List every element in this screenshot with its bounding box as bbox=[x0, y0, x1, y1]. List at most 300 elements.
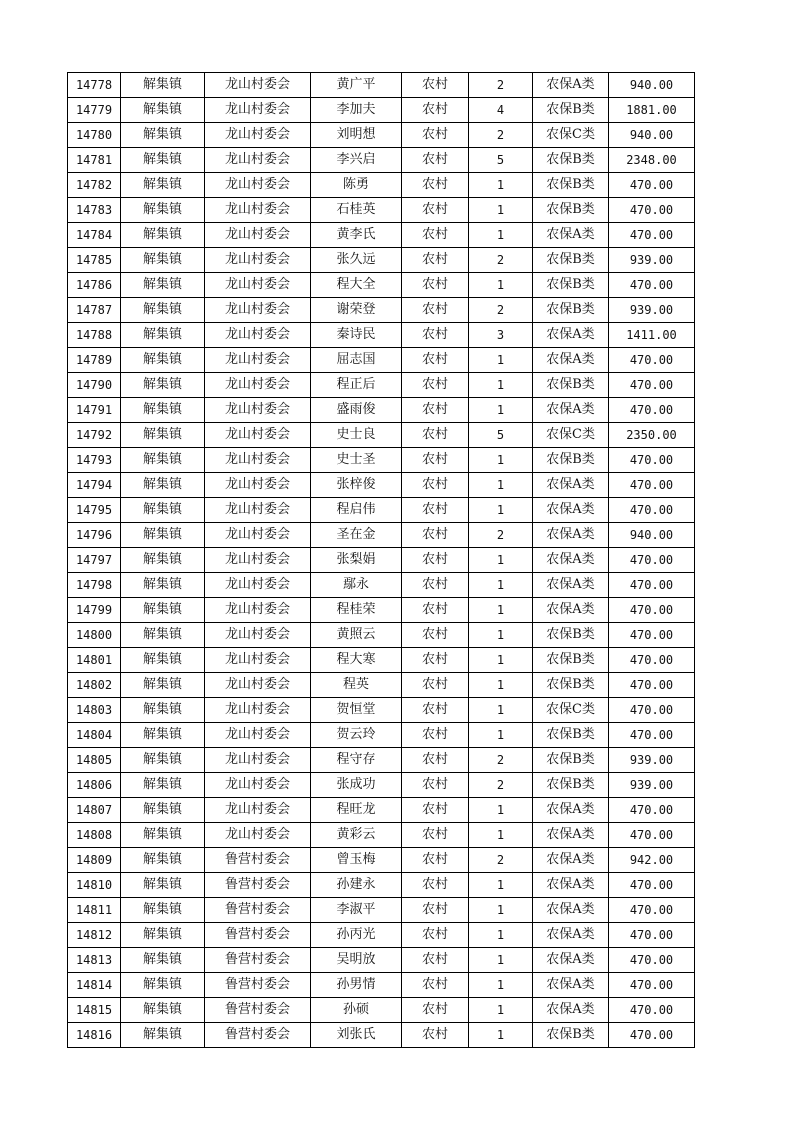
insurance-category-cell: 农保B类 bbox=[533, 173, 609, 198]
record-id-cell: 14799 bbox=[68, 598, 121, 623]
table-row bbox=[68, 298, 695, 323]
record-id-cell: 14789 bbox=[68, 348, 121, 373]
resident-name-cell: 程英 bbox=[311, 673, 402, 698]
town-cell: 解集镇 bbox=[121, 223, 205, 248]
insurance-category-cell: 农保A类 bbox=[533, 548, 609, 573]
village-committee-cell: 鲁营村委会 bbox=[205, 898, 311, 923]
amount-cell: 470.00 bbox=[609, 723, 695, 748]
household-type-cell: 农村 bbox=[402, 398, 469, 423]
village-committee-cell: 龙山村委会 bbox=[205, 573, 311, 598]
amount-cell: 939.00 bbox=[609, 773, 695, 798]
record-id-cell: 14794 bbox=[68, 473, 121, 498]
person-count-cell: 3 bbox=[469, 323, 533, 348]
insurance-category-cell: 农保A类 bbox=[533, 498, 609, 523]
insurance-category-cell: 农保A类 bbox=[533, 873, 609, 898]
insurance-category-cell: 农保B类 bbox=[533, 373, 609, 398]
amount-cell: 470.00 bbox=[609, 598, 695, 623]
resident-name-cell: 张梨娟 bbox=[311, 548, 402, 573]
record-id-cell: 14816 bbox=[68, 1023, 121, 1048]
table-row bbox=[68, 173, 695, 198]
record-id-cell: 14781 bbox=[68, 148, 121, 173]
person-count-cell: 1 bbox=[469, 973, 533, 998]
table-row bbox=[68, 698, 695, 723]
record-id-cell: 14797 bbox=[68, 548, 121, 573]
resident-name-cell: 曾玉梅 bbox=[311, 848, 402, 873]
person-count-cell: 2 bbox=[469, 248, 533, 273]
table-row bbox=[68, 373, 695, 398]
resident-name-cell: 李加夫 bbox=[311, 98, 402, 123]
amount-cell: 2350.00 bbox=[609, 423, 695, 448]
person-count-cell: 1 bbox=[469, 198, 533, 223]
amount-cell: 470.00 bbox=[609, 273, 695, 298]
household-type-cell: 农村 bbox=[402, 648, 469, 673]
village-committee-cell: 龙山村委会 bbox=[205, 148, 311, 173]
record-id-cell: 14786 bbox=[68, 273, 121, 298]
town-cell: 解集镇 bbox=[121, 823, 205, 848]
town-cell: 解集镇 bbox=[121, 873, 205, 898]
village-committee-cell: 龙山村委会 bbox=[205, 173, 311, 198]
amount-cell: 470.00 bbox=[609, 923, 695, 948]
record-id-cell: 14814 bbox=[68, 973, 121, 998]
household-type-cell: 农村 bbox=[402, 173, 469, 198]
household-type-cell: 农村 bbox=[402, 373, 469, 398]
household-type-cell: 农村 bbox=[402, 523, 469, 548]
amount-cell: 470.00 bbox=[609, 648, 695, 673]
household-type-cell: 农村 bbox=[402, 73, 469, 98]
insurance-category-cell: 农保A类 bbox=[533, 323, 609, 348]
village-committee-cell: 龙山村委会 bbox=[205, 598, 311, 623]
resident-name-cell: 孙硕 bbox=[311, 998, 402, 1023]
household-type-cell: 农村 bbox=[402, 623, 469, 648]
person-count-cell: 1 bbox=[469, 373, 533, 398]
insurance-category-cell: 农保A类 bbox=[533, 848, 609, 873]
insurance-category-cell: 农保C类 bbox=[533, 423, 609, 448]
record-id-cell: 14792 bbox=[68, 423, 121, 448]
village-committee-cell: 龙山村委会 bbox=[205, 198, 311, 223]
household-type-cell: 农村 bbox=[402, 873, 469, 898]
resident-name-cell: 张成功 bbox=[311, 773, 402, 798]
village-committee-cell: 龙山村委会 bbox=[205, 248, 311, 273]
household-type-cell: 农村 bbox=[402, 273, 469, 298]
record-id-cell: 14801 bbox=[68, 648, 121, 673]
amount-cell: 470.00 bbox=[609, 873, 695, 898]
town-cell: 解集镇 bbox=[121, 448, 205, 473]
record-id-cell: 14804 bbox=[68, 723, 121, 748]
insurance-category-cell: 农保B类 bbox=[533, 748, 609, 773]
amount-cell: 940.00 bbox=[609, 523, 695, 548]
table-row bbox=[68, 648, 695, 673]
village-committee-cell: 龙山村委会 bbox=[205, 623, 311, 648]
insurance-category-cell: 农保A类 bbox=[533, 948, 609, 973]
village-committee-cell: 龙山村委会 bbox=[205, 273, 311, 298]
table-row bbox=[68, 923, 695, 948]
resident-name-cell: 盛雨俊 bbox=[311, 398, 402, 423]
town-cell: 解集镇 bbox=[121, 1023, 205, 1048]
record-id-cell: 14812 bbox=[68, 923, 121, 948]
record-id-cell: 14782 bbox=[68, 173, 121, 198]
resident-name-cell: 黄李氏 bbox=[311, 223, 402, 248]
insurance-category-cell: 农保B类 bbox=[533, 623, 609, 648]
insurance-category-cell: 农保A类 bbox=[533, 923, 609, 948]
record-id-cell: 14796 bbox=[68, 523, 121, 548]
household-type-cell: 农村 bbox=[402, 973, 469, 998]
table-row bbox=[68, 248, 695, 273]
village-committee-cell: 龙山村委会 bbox=[205, 73, 311, 98]
table-row bbox=[68, 673, 695, 698]
amount-cell: 470.00 bbox=[609, 398, 695, 423]
person-count-cell: 2 bbox=[469, 123, 533, 148]
amount-cell: 940.00 bbox=[609, 123, 695, 148]
town-cell: 解集镇 bbox=[121, 173, 205, 198]
amount-cell: 470.00 bbox=[609, 673, 695, 698]
amount-cell: 470.00 bbox=[609, 448, 695, 473]
person-count-cell: 1 bbox=[469, 1023, 533, 1048]
resident-name-cell: 石桂英 bbox=[311, 198, 402, 223]
resident-name-cell: 黄广平 bbox=[311, 73, 402, 98]
person-count-cell: 2 bbox=[469, 748, 533, 773]
town-cell: 解集镇 bbox=[121, 923, 205, 948]
town-cell: 解集镇 bbox=[121, 948, 205, 973]
village-committee-cell: 龙山村委会 bbox=[205, 348, 311, 373]
amount-cell: 470.00 bbox=[609, 173, 695, 198]
person-count-cell: 1 bbox=[469, 998, 533, 1023]
table-row bbox=[68, 823, 695, 848]
table-row bbox=[68, 1023, 695, 1048]
amount-cell: 470.00 bbox=[609, 198, 695, 223]
person-count-cell: 1 bbox=[469, 698, 533, 723]
town-cell: 解集镇 bbox=[121, 898, 205, 923]
village-committee-cell: 龙山村委会 bbox=[205, 548, 311, 573]
resident-name-cell: 鄢永 bbox=[311, 573, 402, 598]
town-cell: 解集镇 bbox=[121, 423, 205, 448]
town-cell: 解集镇 bbox=[121, 748, 205, 773]
record-id-cell: 14798 bbox=[68, 573, 121, 598]
insurance-category-cell: 农保C类 bbox=[533, 123, 609, 148]
town-cell: 解集镇 bbox=[121, 498, 205, 523]
household-type-cell: 农村 bbox=[402, 998, 469, 1023]
household-type-cell: 农村 bbox=[402, 798, 469, 823]
town-cell: 解集镇 bbox=[121, 198, 205, 223]
town-cell: 解集镇 bbox=[121, 523, 205, 548]
amount-cell: 470.00 bbox=[609, 548, 695, 573]
household-type-cell: 农村 bbox=[402, 773, 469, 798]
insurance-category-cell: 农保B类 bbox=[533, 448, 609, 473]
household-type-cell: 农村 bbox=[402, 698, 469, 723]
household-type-cell: 农村 bbox=[402, 898, 469, 923]
household-type-cell: 农村 bbox=[402, 548, 469, 573]
record-id-cell: 14784 bbox=[68, 223, 121, 248]
person-count-cell: 1 bbox=[469, 923, 533, 948]
resident-name-cell: 贺恒堂 bbox=[311, 698, 402, 723]
insurance-category-cell: 农保A类 bbox=[533, 523, 609, 548]
amount-cell: 470.00 bbox=[609, 698, 695, 723]
table-row bbox=[68, 273, 695, 298]
insurance-category-cell: 农保B类 bbox=[533, 673, 609, 698]
amount-cell: 470.00 bbox=[609, 948, 695, 973]
table-row bbox=[68, 148, 695, 173]
town-cell: 解集镇 bbox=[121, 798, 205, 823]
person-count-cell: 1 bbox=[469, 273, 533, 298]
record-id-cell: 14778 bbox=[68, 73, 121, 98]
household-type-cell: 农村 bbox=[402, 473, 469, 498]
record-id-cell: 14779 bbox=[68, 98, 121, 123]
village-committee-cell: 鲁营村委会 bbox=[205, 998, 311, 1023]
resident-name-cell: 程桂荣 bbox=[311, 598, 402, 623]
record-id-cell: 14802 bbox=[68, 673, 121, 698]
amount-cell: 470.00 bbox=[609, 348, 695, 373]
town-cell: 解集镇 bbox=[121, 723, 205, 748]
town-cell: 解集镇 bbox=[121, 598, 205, 623]
household-type-cell: 农村 bbox=[402, 723, 469, 748]
table-row bbox=[68, 223, 695, 248]
village-committee-cell: 龙山村委会 bbox=[205, 423, 311, 448]
table-row bbox=[68, 348, 695, 373]
resident-name-cell: 程旺龙 bbox=[311, 798, 402, 823]
household-type-cell: 农村 bbox=[402, 673, 469, 698]
table-row bbox=[68, 873, 695, 898]
record-id-cell: 14809 bbox=[68, 848, 121, 873]
table-row bbox=[68, 773, 695, 798]
record-id-cell: 14785 bbox=[68, 248, 121, 273]
household-type-cell: 农村 bbox=[402, 923, 469, 948]
village-committee-cell: 鲁营村委会 bbox=[205, 923, 311, 948]
roster-table bbox=[67, 72, 695, 1048]
household-type-cell: 农村 bbox=[402, 448, 469, 473]
town-cell: 解集镇 bbox=[121, 98, 205, 123]
person-count-cell: 1 bbox=[469, 898, 533, 923]
village-committee-cell: 龙山村委会 bbox=[205, 748, 311, 773]
town-cell: 解集镇 bbox=[121, 273, 205, 298]
insurance-category-cell: 农保A类 bbox=[533, 473, 609, 498]
resident-name-cell: 李兴启 bbox=[311, 148, 402, 173]
resident-name-cell: 屈志国 bbox=[311, 348, 402, 373]
person-count-cell: 1 bbox=[469, 348, 533, 373]
record-id-cell: 14806 bbox=[68, 773, 121, 798]
amount-cell: 470.00 bbox=[609, 998, 695, 1023]
amount-cell: 470.00 bbox=[609, 823, 695, 848]
town-cell: 解集镇 bbox=[121, 248, 205, 273]
amount-cell: 470.00 bbox=[609, 573, 695, 598]
insurance-category-cell: 农保A类 bbox=[533, 898, 609, 923]
town-cell: 解集镇 bbox=[121, 648, 205, 673]
village-committee-cell: 龙山村委会 bbox=[205, 698, 311, 723]
table-row bbox=[68, 473, 695, 498]
record-id-cell: 14783 bbox=[68, 198, 121, 223]
person-count-cell: 1 bbox=[469, 823, 533, 848]
table-row bbox=[68, 423, 695, 448]
village-committee-cell: 鲁营村委会 bbox=[205, 1023, 311, 1048]
insurance-category-cell: 农保A类 bbox=[533, 223, 609, 248]
table-row bbox=[68, 523, 695, 548]
household-type-cell: 农村 bbox=[402, 423, 469, 448]
resident-name-cell: 李淑平 bbox=[311, 898, 402, 923]
resident-name-cell: 程大全 bbox=[311, 273, 402, 298]
household-type-cell: 农村 bbox=[402, 223, 469, 248]
household-type-cell: 农村 bbox=[402, 298, 469, 323]
household-type-cell: 农村 bbox=[402, 498, 469, 523]
village-committee-cell: 龙山村委会 bbox=[205, 448, 311, 473]
town-cell: 解集镇 bbox=[121, 548, 205, 573]
insurance-category-cell: 农保A类 bbox=[533, 798, 609, 823]
town-cell: 解集镇 bbox=[121, 473, 205, 498]
amount-cell: 942.00 bbox=[609, 848, 695, 873]
record-id-cell: 14805 bbox=[68, 748, 121, 773]
town-cell: 解集镇 bbox=[121, 123, 205, 148]
table-row bbox=[68, 898, 695, 923]
person-count-cell: 1 bbox=[469, 798, 533, 823]
insurance-category-cell: 农保A类 bbox=[533, 973, 609, 998]
record-id-cell: 14807 bbox=[68, 798, 121, 823]
town-cell: 解集镇 bbox=[121, 73, 205, 98]
person-count-cell: 1 bbox=[469, 548, 533, 573]
amount-cell: 1411.00 bbox=[609, 323, 695, 348]
household-type-cell: 农村 bbox=[402, 248, 469, 273]
village-committee-cell: 龙山村委会 bbox=[205, 673, 311, 698]
person-count-cell: 1 bbox=[469, 573, 533, 598]
insurance-category-cell: 农保B类 bbox=[533, 248, 609, 273]
resident-name-cell: 张久远 bbox=[311, 248, 402, 273]
insurance-category-cell: 农保C类 bbox=[533, 698, 609, 723]
table-row bbox=[68, 323, 695, 348]
insurance-category-cell: 农保A类 bbox=[533, 573, 609, 598]
person-count-cell: 5 bbox=[469, 148, 533, 173]
person-count-cell: 1 bbox=[469, 648, 533, 673]
village-committee-cell: 鲁营村委会 bbox=[205, 873, 311, 898]
insurance-category-cell: 农保A类 bbox=[533, 598, 609, 623]
amount-cell: 470.00 bbox=[609, 373, 695, 398]
household-type-cell: 农村 bbox=[402, 123, 469, 148]
record-id-cell: 14803 bbox=[68, 698, 121, 723]
village-committee-cell: 鲁营村委会 bbox=[205, 848, 311, 873]
amount-cell: 939.00 bbox=[609, 248, 695, 273]
insurance-category-cell: 农保A类 bbox=[533, 73, 609, 98]
record-id-cell: 14780 bbox=[68, 123, 121, 148]
household-type-cell: 农村 bbox=[402, 823, 469, 848]
town-cell: 解集镇 bbox=[121, 998, 205, 1023]
town-cell: 解集镇 bbox=[121, 623, 205, 648]
record-id-cell: 14795 bbox=[68, 498, 121, 523]
town-cell: 解集镇 bbox=[121, 323, 205, 348]
person-count-cell: 1 bbox=[469, 398, 533, 423]
table-row bbox=[68, 448, 695, 473]
person-count-cell: 2 bbox=[469, 73, 533, 98]
town-cell: 解集镇 bbox=[121, 673, 205, 698]
village-committee-cell: 龙山村委会 bbox=[205, 798, 311, 823]
person-count-cell: 2 bbox=[469, 523, 533, 548]
amount-cell: 470.00 bbox=[609, 473, 695, 498]
village-committee-cell: 龙山村委会 bbox=[205, 823, 311, 848]
person-count-cell: 2 bbox=[469, 298, 533, 323]
table-row bbox=[68, 498, 695, 523]
amount-cell: 470.00 bbox=[609, 223, 695, 248]
person-count-cell: 1 bbox=[469, 673, 533, 698]
town-cell: 解集镇 bbox=[121, 573, 205, 598]
person-count-cell: 1 bbox=[469, 498, 533, 523]
table-row bbox=[68, 548, 695, 573]
town-cell: 解集镇 bbox=[121, 973, 205, 998]
household-type-cell: 农村 bbox=[402, 748, 469, 773]
person-count-cell: 1 bbox=[469, 448, 533, 473]
person-count-cell: 1 bbox=[469, 623, 533, 648]
town-cell: 解集镇 bbox=[121, 373, 205, 398]
resident-name-cell: 刘明想 bbox=[311, 123, 402, 148]
record-id-cell: 14810 bbox=[68, 873, 121, 898]
table-row bbox=[68, 848, 695, 873]
resident-name-cell: 史士圣 bbox=[311, 448, 402, 473]
amount-cell: 940.00 bbox=[609, 73, 695, 98]
person-count-cell: 1 bbox=[469, 173, 533, 198]
table-row bbox=[68, 98, 695, 123]
household-type-cell: 农村 bbox=[402, 948, 469, 973]
household-type-cell: 农村 bbox=[402, 598, 469, 623]
household-type-cell: 农村 bbox=[402, 1023, 469, 1048]
table-row bbox=[68, 623, 695, 648]
insurance-category-cell: 农保B类 bbox=[533, 298, 609, 323]
resident-name-cell: 程启伟 bbox=[311, 498, 402, 523]
table-row bbox=[68, 798, 695, 823]
record-id-cell: 14787 bbox=[68, 298, 121, 323]
amount-cell: 2348.00 bbox=[609, 148, 695, 173]
table-row bbox=[68, 998, 695, 1023]
table-row bbox=[68, 73, 695, 98]
resident-name-cell: 谢荣登 bbox=[311, 298, 402, 323]
household-type-cell: 农村 bbox=[402, 848, 469, 873]
town-cell: 解集镇 bbox=[121, 398, 205, 423]
village-committee-cell: 龙山村委会 bbox=[205, 98, 311, 123]
insurance-category-cell: 农保B类 bbox=[533, 98, 609, 123]
record-id-cell: 14791 bbox=[68, 398, 121, 423]
resident-name-cell: 张梓俊 bbox=[311, 473, 402, 498]
table-row bbox=[68, 748, 695, 773]
insurance-category-cell: 农保B类 bbox=[533, 198, 609, 223]
household-type-cell: 农村 bbox=[402, 198, 469, 223]
town-cell: 解集镇 bbox=[121, 773, 205, 798]
record-id-cell: 14808 bbox=[68, 823, 121, 848]
person-count-cell: 1 bbox=[469, 598, 533, 623]
resident-name-cell: 陈勇 bbox=[311, 173, 402, 198]
town-cell: 解集镇 bbox=[121, 298, 205, 323]
insurance-category-cell: 农保B类 bbox=[533, 723, 609, 748]
household-type-cell: 农村 bbox=[402, 148, 469, 173]
village-committee-cell: 鲁营村委会 bbox=[205, 948, 311, 973]
resident-name-cell: 秦诗民 bbox=[311, 323, 402, 348]
town-cell: 解集镇 bbox=[121, 348, 205, 373]
record-id-cell: 14788 bbox=[68, 323, 121, 348]
village-committee-cell: 龙山村委会 bbox=[205, 523, 311, 548]
amount-cell: 470.00 bbox=[609, 623, 695, 648]
village-committee-cell: 龙山村委会 bbox=[205, 223, 311, 248]
resident-name-cell: 程大寒 bbox=[311, 648, 402, 673]
village-committee-cell: 龙山村委会 bbox=[205, 723, 311, 748]
resident-name-cell: 程正后 bbox=[311, 373, 402, 398]
resident-name-cell: 史士良 bbox=[311, 423, 402, 448]
village-committee-cell: 龙山村委会 bbox=[205, 398, 311, 423]
insurance-category-cell: 农保B类 bbox=[533, 148, 609, 173]
table-row bbox=[68, 123, 695, 148]
person-count-cell: 1 bbox=[469, 473, 533, 498]
insurance-category-cell: 农保A类 bbox=[533, 998, 609, 1023]
resident-name-cell: 贺云玲 bbox=[311, 723, 402, 748]
table-row bbox=[68, 723, 695, 748]
insurance-category-cell: 农保B类 bbox=[533, 1023, 609, 1048]
amount-cell: 939.00 bbox=[609, 748, 695, 773]
resident-name-cell: 孙丙光 bbox=[311, 923, 402, 948]
table-row bbox=[68, 398, 695, 423]
town-cell: 解集镇 bbox=[121, 148, 205, 173]
amount-cell: 470.00 bbox=[609, 973, 695, 998]
household-type-cell: 农村 bbox=[402, 323, 469, 348]
village-committee-cell: 鲁营村委会 bbox=[205, 973, 311, 998]
